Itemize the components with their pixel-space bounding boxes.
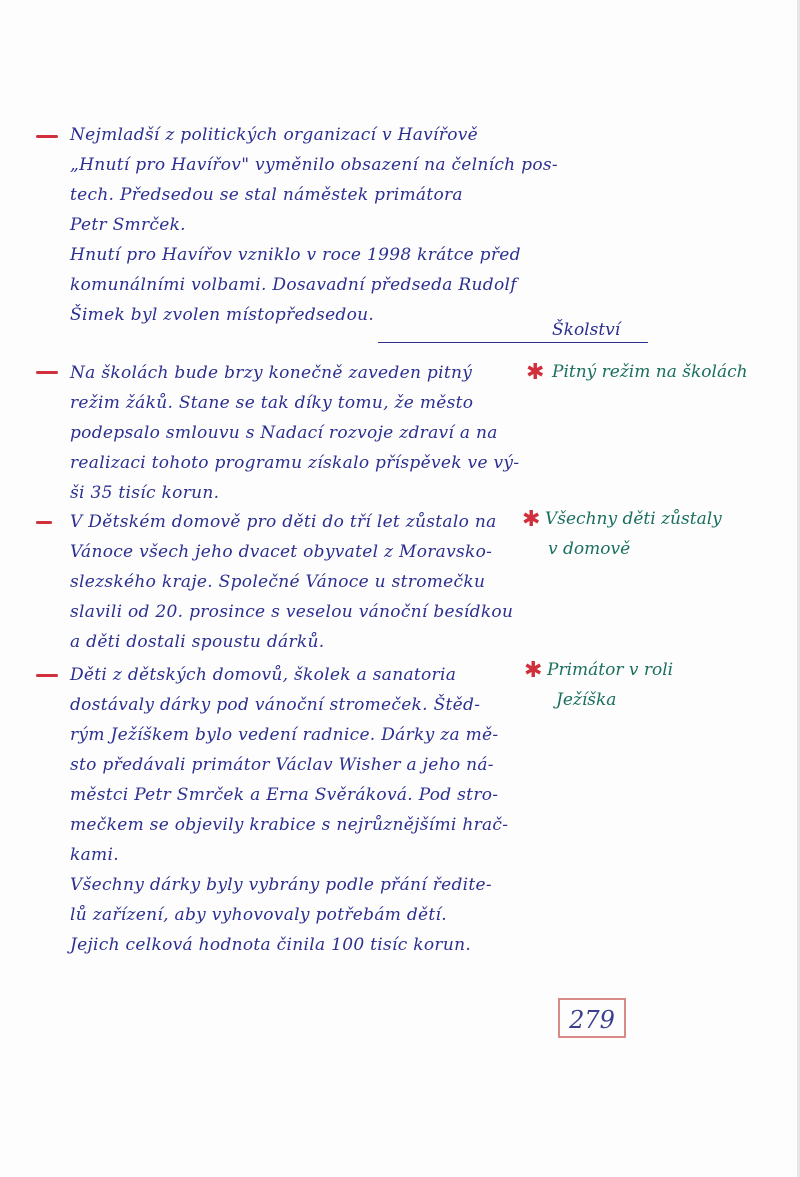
entry-4-line-4: sto předávali primátor Václav Wisher a jeho ná-	[70, 755, 494, 775]
entry-4-star-icon: ✱	[524, 658, 543, 683]
page-number-box	[558, 998, 626, 1038]
entry-2-line-4: realizaci tohoto programu získalo příspěvek ve vý-	[70, 453, 520, 473]
entry-1-line-6: komunálními volbami. Dosavadní předseda Rudolf	[70, 275, 517, 295]
entry-3-line-2: Vánoce všech jeho dvacet obyvatel z Moravsko-	[70, 542, 493, 562]
entry-4-line-10: Jejich celková hodnota činila 100 tisíc korun.	[70, 935, 472, 955]
page-number: 279	[569, 1006, 615, 1034]
entry-3-line-3: slezského kraje. Společné Vánoce u stromečku	[70, 572, 486, 592]
entry-3-star-icon: ✱	[522, 507, 541, 532]
entry-4-line-8: Všechny dárky byly vybrány podle přání ředite-	[70, 875, 492, 895]
entry-4-side-note-line-2: Ježíška	[556, 690, 617, 710]
entry-2-line-2: režim žáků. Stane se tak díky tomu, že město	[70, 393, 474, 413]
entry-4-side-note-line-1: Primátor v roli	[547, 660, 674, 680]
entry-3-side-note-line-2: v domově	[548, 539, 631, 559]
entry-1-line-4: Petr Smrček.	[70, 215, 186, 235]
entry-1-line-1: Nejmladší z politických organizací v Havířově	[70, 125, 479, 145]
entry-1-line-3: tech. Předsedou se stal náměstek primátora	[70, 185, 463, 205]
entry-4-line-1: Děti z dětských domovů, školek a sanatoria	[70, 665, 457, 685]
entry-2-line-3: podepsalo smlouvu s Nadací rozvoje zdraví a na	[70, 423, 498, 443]
entry-3-line-5: a děti dostali spoustu dárků.	[70, 632, 325, 652]
entry-3-line-4: slavili od 20. prosince s veselou vánoční besídkou	[70, 602, 514, 622]
entry-2-star-icon: ✱	[526, 360, 545, 385]
entry-2-line-1: Na školách bude brzy konečně zaveden pitný	[70, 363, 473, 383]
entry-3-side-note-line-1: Všechny děti zůstaly	[545, 509, 722, 529]
entry-4-line-5: městci Petr Smrček a Erna Svěráková. Pod stro-	[70, 785, 499, 805]
entry-4-line-3: rým Ježíškem bylo vedení radnice. Dárky za mě-	[70, 725, 499, 745]
entry-1-line-2: „Hnutí pro Havířov" vyměnilo obsazení na čelních pos-	[70, 155, 558, 175]
entry-2-line-5: ši 35 tisíc korun.	[70, 483, 220, 503]
entry-4-line-7: kami.	[70, 845, 119, 865]
entry-3-dash	[36, 521, 52, 524]
entry-1-line-7: Šimek byl zvolen místopředsedou.	[70, 305, 375, 325]
entry-2-dash	[36, 371, 58, 374]
entry-4-line-6: mečkem se objevily krabice s nejrůznějšími hrač-	[70, 815, 509, 835]
entry-2-side-note-line-1: Pitný režim na školách	[552, 362, 748, 382]
entry-3-line-1: V Dětském domově pro děti do tří let zůstalo na	[70, 512, 497, 532]
entry-4-line-2: dostávaly dárky pod vánoční stromeček. Štěd-	[70, 695, 481, 715]
section-heading-rule	[378, 342, 648, 343]
entry-4-dash	[36, 674, 58, 677]
entry-1-dash	[36, 135, 58, 138]
entry-4-line-9: lů zařízení, aby vyhovovaly potřebám dětí.	[70, 905, 447, 925]
section-heading: Školství	[552, 320, 621, 340]
entry-1-line-5: Hnutí pro Havířov vzniklo v roce 1998 krátce před	[70, 245, 521, 265]
